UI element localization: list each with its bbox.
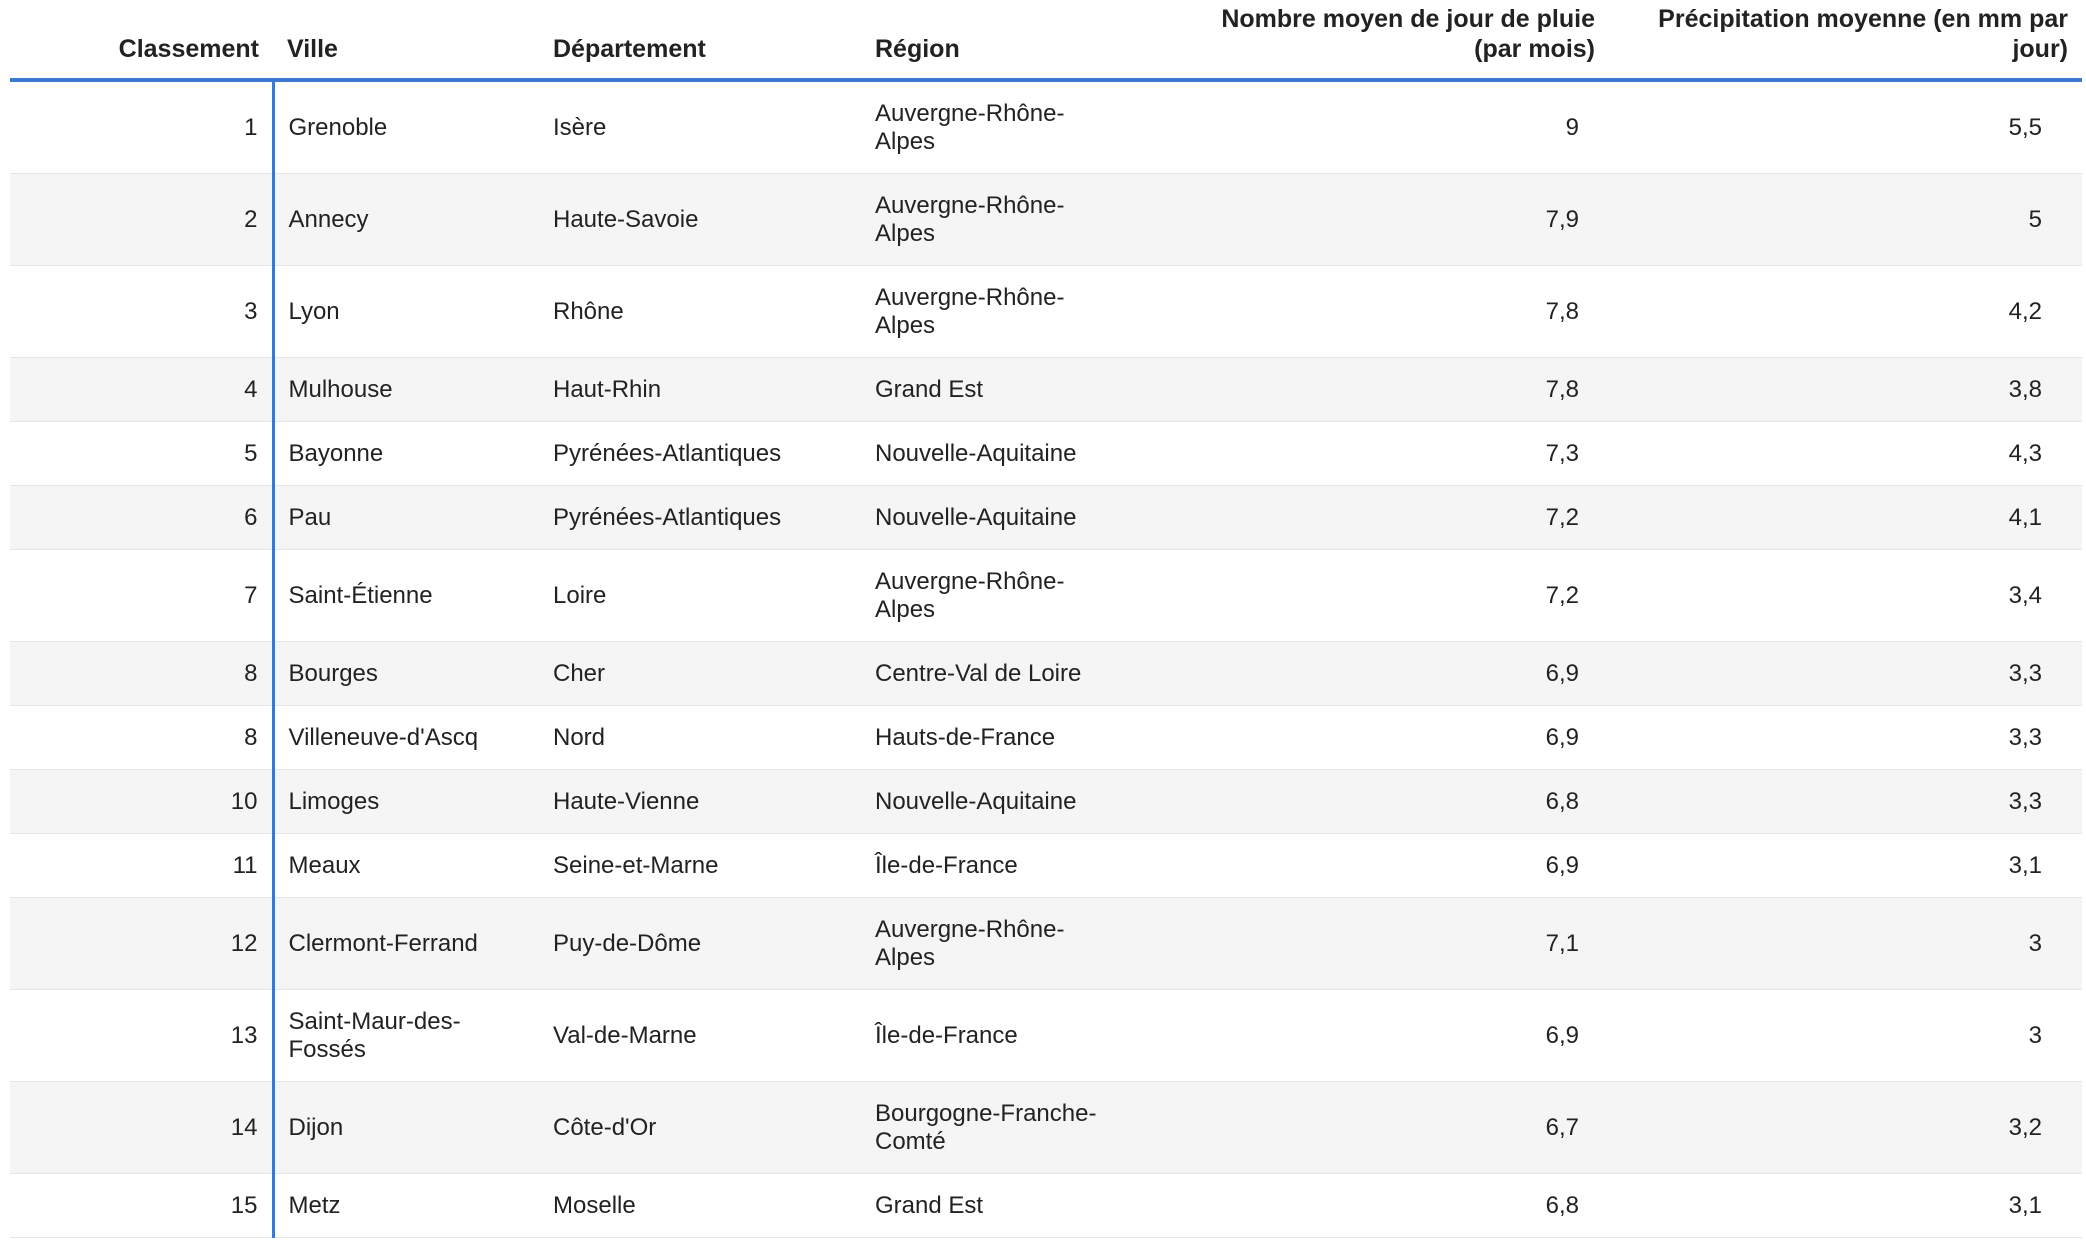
rain-days-cell [1185, 642, 1609, 706]
rank-cell-text: 8 [244, 723, 258, 751]
precipitation-cell-text: 5,5 [2008, 113, 2042, 141]
precipitation-cell [1609, 770, 2082, 834]
city-cell-text: Clermont-Ferrand [288, 929, 478, 957]
table-row [10, 358, 2082, 422]
precipitation-cell-text: 4,2 [2008, 297, 2042, 325]
region-cell [861, 770, 1185, 834]
region-cell-text: Grand Est [875, 1191, 984, 1219]
city-cell [273, 80, 539, 174]
city-cell [273, 266, 539, 358]
precipitation-cell [1609, 266, 2082, 358]
rain-days-cell-text: 6,9 [1545, 851, 1579, 879]
department-cell-text: Haute-Savoie [553, 205, 699, 233]
department-cell [539, 1174, 861, 1238]
rain-days-cell-text: 6,8 [1545, 787, 1579, 815]
precipitation-cell-text: 3 [2028, 929, 2042, 957]
city-cell [273, 834, 539, 898]
rain-days-cell [1185, 990, 1609, 1082]
rank-cell [10, 266, 273, 358]
rain-days-cell [1185, 422, 1609, 486]
city-cell-text: Pau [288, 503, 332, 531]
rain-days-cell-text: 6,9 [1545, 723, 1579, 751]
region-cell [861, 642, 1185, 706]
city-cell-text: Saint-Maur-des-Fossés [288, 1007, 461, 1063]
city-cell-text: Mulhouse [288, 375, 393, 403]
region-cell-text: Auvergne-Rhône-Alpes [875, 99, 1065, 155]
city-cell-text: Annecy [288, 205, 369, 233]
region-cell-text: Auvergne-Rhône-Alpes [875, 283, 1065, 339]
city-cell-text: Dijon [288, 1113, 344, 1141]
city-cell-text: Lyon [288, 297, 340, 325]
city-cell [273, 1082, 539, 1174]
rain-days-cell [1185, 834, 1609, 898]
table-row [10, 834, 2082, 898]
precipitation-cell [1609, 1082, 2082, 1174]
department-cell [539, 266, 861, 358]
department-cell [539, 834, 861, 898]
city-cell [273, 550, 539, 642]
region-cell [861, 80, 1185, 174]
precipitation-cell [1609, 80, 2082, 174]
department-cell [539, 486, 861, 550]
region-cell-text: Bourgogne-Franche-Comté [875, 1099, 1097, 1155]
table-row [10, 1082, 2082, 1174]
table-row [10, 1174, 2082, 1238]
precipitation-cell-text: 3,4 [2008, 581, 2042, 609]
region-cell-text: Île-de-France [875, 1021, 1018, 1049]
rain-days-cell-text: 7,8 [1545, 375, 1579, 403]
region-cell [861, 422, 1185, 486]
precipitation-cell [1609, 642, 2082, 706]
city-cell [273, 422, 539, 486]
rank-cell-text: 7 [244, 581, 258, 609]
department-cell-text: Haut-Rhin [553, 375, 662, 403]
region-cell-text: Centre-Val de Loire [875, 659, 1082, 687]
region-cell-text: Nouvelle-Aquitaine [875, 787, 1077, 815]
precipitation-cell [1609, 174, 2082, 266]
department-cell [539, 358, 861, 422]
precipitation-cell [1609, 422, 2082, 486]
department-cell [539, 706, 861, 770]
rank-cell-text: 5 [244, 439, 258, 467]
department-cell-text: Puy-de-Dôme [553, 929, 702, 957]
region-cell-text: Auvergne-Rhône-Alpes [875, 915, 1065, 971]
table-row [10, 422, 2082, 486]
rank-cell [10, 706, 273, 770]
region-cell [861, 898, 1185, 990]
department-cell-text: Nord [553, 723, 606, 751]
rain-days-cell [1185, 1082, 1609, 1174]
region-cell [861, 174, 1185, 266]
precipitation-cell-text: 3,3 [2008, 787, 2042, 815]
department-cell [539, 990, 861, 1082]
department-cell [539, 642, 861, 706]
city-cell [273, 990, 539, 1082]
department-cell [539, 770, 861, 834]
rain-days-cell-text: 7,8 [1545, 297, 1579, 325]
rain-days-cell [1185, 358, 1609, 422]
region-cell-text: Île-de-France [875, 851, 1018, 879]
rank-cell-text: 1 [244, 113, 258, 141]
region-cell [861, 990, 1185, 1082]
region-cell [861, 266, 1185, 358]
department-cell [539, 1082, 861, 1174]
rank-cell-text: 3 [244, 297, 258, 325]
rank-cell [10, 642, 273, 706]
department-cell [539, 422, 861, 486]
precipitation-cell [1609, 358, 2082, 422]
rain-days-cell [1185, 550, 1609, 642]
region-cell-text: Auvergne-Rhône-Alpes [875, 567, 1065, 623]
precipitation-cell-text: 4,3 [2008, 439, 2042, 467]
city-cell-text: Limoges [288, 787, 380, 815]
rank-cell [10, 486, 273, 550]
city-cell [273, 1174, 539, 1238]
city-cell [273, 486, 539, 550]
region-cell-text: Nouvelle-Aquitaine [875, 439, 1077, 467]
rain-days-cell-text: 6,7 [1545, 1113, 1579, 1141]
rain-days-cell [1185, 266, 1609, 358]
rainfall-table-container [10, 0, 2082, 1238]
precipitation-cell [1609, 486, 2082, 550]
city-cell [273, 642, 539, 706]
table-row [10, 80, 2082, 174]
precipitation-cell-text: 4,1 [2008, 503, 2042, 531]
precipitation-cell-text: 3,3 [2008, 723, 2042, 751]
table-body [10, 80, 2082, 1238]
rank-cell [10, 898, 273, 990]
rain-days-cell [1185, 1174, 1609, 1238]
department-cell [539, 898, 861, 990]
region-cell [861, 1082, 1185, 1174]
rain-days-cell [1185, 898, 1609, 990]
region-cell [861, 834, 1185, 898]
rank-cell-text: 10 [230, 787, 258, 815]
department-cell [539, 174, 861, 266]
region-cell-text: Grand Est [875, 375, 984, 403]
region-cell [861, 1174, 1185, 1238]
column-header-ville[interactable]: Ville [273, 0, 539, 80]
rank-cell [10, 174, 273, 266]
column-header-region[interactable]: Région [861, 0, 1185, 80]
rank-cell [10, 422, 273, 486]
department-cell-text: Haute-Vienne [553, 787, 700, 815]
precipitation-cell [1609, 990, 2082, 1082]
city-cell [273, 706, 539, 770]
precipitation-cell-text: 3,2 [2008, 1113, 2042, 1141]
precipitation-cell-text: 3 [2028, 1021, 2042, 1049]
rain-days-cell [1185, 174, 1609, 266]
rank-cell-text: 13 [230, 1021, 258, 1049]
rank-cell [10, 834, 273, 898]
rank-cell [10, 80, 273, 174]
rain-days-cell-text: 7,2 [1545, 503, 1579, 531]
table-header [10, 0, 2082, 80]
precipitation-cell-text: 3,8 [2008, 375, 2042, 403]
precipitation-cell [1609, 834, 2082, 898]
precipitation-cell [1609, 1174, 2082, 1238]
rank-cell-text: 2 [244, 205, 258, 233]
city-cell-text: Bourges [288, 659, 378, 687]
city-cell-text: Grenoble [288, 113, 388, 141]
department-cell-text: Seine-et-Marne [553, 851, 719, 879]
table-row [10, 706, 2082, 770]
precipitation-cell [1609, 550, 2082, 642]
precipitation-cell [1609, 898, 2082, 990]
region-cell-text: Nouvelle-Aquitaine [875, 503, 1077, 531]
rank-cell-text: 15 [230, 1191, 258, 1219]
rain-days-cell-text: 6,9 [1545, 659, 1579, 687]
rank-cell-text: 14 [230, 1113, 258, 1141]
rank-cell [10, 990, 273, 1082]
department-cell-text: Cher [553, 659, 606, 687]
department-cell-text: Côte-d'Or [553, 1113, 657, 1141]
precipitation-cell-text: 5 [2028, 205, 2042, 233]
header-row [10, 0, 2082, 80]
rank-cell [10, 550, 273, 642]
department-cell-text: Pyrénées-Atlantiques [553, 503, 782, 531]
city-cell [273, 770, 539, 834]
table-row [10, 266, 2082, 358]
rain-days-cell-text: 7,3 [1545, 439, 1579, 467]
rank-cell [10, 358, 273, 422]
rank-cell [10, 1174, 273, 1238]
column-header-classement[interactable]: Classement [10, 0, 273, 80]
rain-days-cell-text: 7,1 [1545, 929, 1579, 957]
column-header-precipitation[interactable]: Précipitation moyenne (en mm par jour) [1609, 0, 2082, 80]
city-cell-text: Saint-Étienne [288, 581, 433, 609]
rain-days-cell-text: 6,9 [1545, 1021, 1579, 1049]
rain-days-cell [1185, 706, 1609, 770]
rank-cell [10, 770, 273, 834]
rain-days-cell-text: 7,9 [1545, 205, 1579, 233]
table-row [10, 898, 2082, 990]
city-cell [273, 358, 539, 422]
rank-cell [10, 1082, 273, 1174]
department-cell-text: Loire [553, 581, 607, 609]
department-cell-text: Val-de-Marne [553, 1021, 697, 1049]
column-header-rain-days[interactable]: Nombre moyen de jour de pluie (par mois) [1185, 0, 1609, 80]
table-row [10, 770, 2082, 834]
department-cell-text: Pyrénées-Atlantiques [553, 439, 782, 467]
city-cell-text: Villeneuve-d'Ascq [288, 723, 479, 751]
region-cell [861, 550, 1185, 642]
table-row [10, 990, 2082, 1082]
city-cell [273, 174, 539, 266]
rain-days-cell [1185, 770, 1609, 834]
department-cell [539, 550, 861, 642]
city-cell-text: Metz [288, 1191, 341, 1219]
precipitation-cell [1609, 706, 2082, 770]
region-cell [861, 706, 1185, 770]
region-cell-text: Hauts-de-France [875, 723, 1056, 751]
city-cell-text: Bayonne [288, 439, 384, 467]
rank-cell-text: 6 [244, 503, 258, 531]
rain-days-cell [1185, 486, 1609, 550]
department-cell-text: Moselle [553, 1191, 636, 1219]
precipitation-cell-text: 3,3 [2008, 659, 2042, 687]
table-row [10, 550, 2082, 642]
table-row [10, 486, 2082, 550]
table-row [10, 174, 2082, 266]
region-cell-text: Auvergne-Rhône-Alpes [875, 191, 1065, 247]
rain-days-cell-text: 7,2 [1545, 581, 1579, 609]
precipitation-cell-text: 3,1 [2008, 851, 2042, 879]
department-cell-text: Rhône [553, 297, 624, 325]
rainfall-table [10, 0, 2082, 1238]
department-cell-text: Isère [553, 113, 607, 141]
rank-cell-text: 11 [232, 851, 258, 879]
department-cell [539, 80, 861, 174]
city-cell [273, 898, 539, 990]
column-header-departement[interactable]: Département [539, 0, 861, 80]
rank-cell-text: 12 [230, 929, 258, 957]
rank-cell-text: 8 [244, 659, 258, 687]
region-cell [861, 486, 1185, 550]
precipitation-cell-text: 3,1 [2008, 1191, 2042, 1219]
rain-days-cell-text: 6,8 [1545, 1191, 1579, 1219]
table-row [10, 642, 2082, 706]
rain-days-cell-text: 9 [1565, 113, 1579, 141]
rank-cell-text: 4 [244, 375, 258, 403]
region-cell [861, 358, 1185, 422]
city-cell-text: Meaux [288, 851, 361, 879]
rain-days-cell [1185, 80, 1609, 174]
